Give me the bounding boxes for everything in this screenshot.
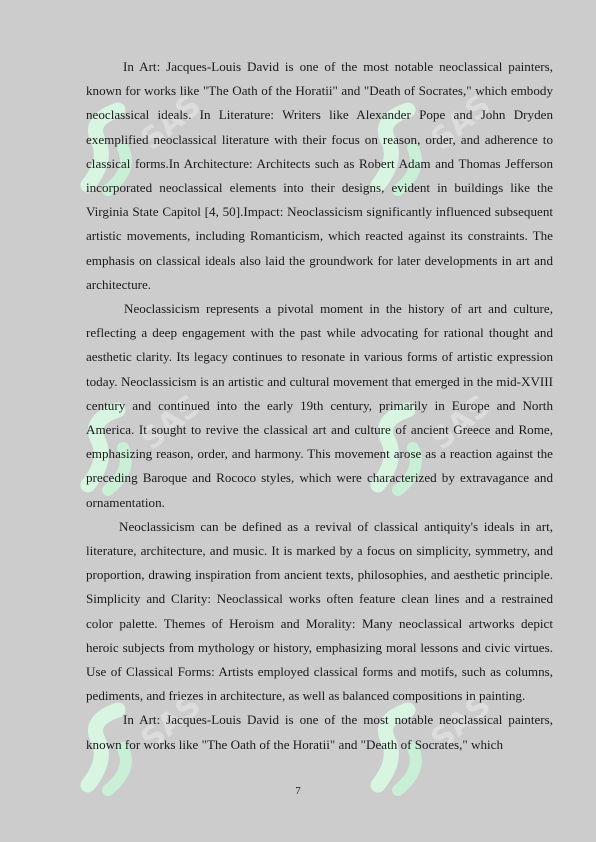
svg-text:SAS: SAS [424,688,498,758]
svg-text:SAS: SAS [424,88,498,158]
paragraph: In Art: Jacques-Louis David is one of the most notable neoclassical painters, known for works like "The Oath of the Horatii" and "Death of Socrates," which embody neoclassical ideals. In Literature: Writers like Alexander Pope and John Dryden exemplified neoclassical literature with their focus on reason, order, and adherence to classical forms.In Architecture: Architects such as Robert Adam and Thomas Jefferson incorporated neoclassical elements into their designs, evident in buildings like the Virginia State Capitol [4, 50].Impact: Neoclassicism significantly influenced subsequent artistic movements, including Romanticism, which reacted against its constraints. The emphasis on classical ideals also laid the groundwork for later developments in art and architecture. [86,59,553,292]
paragraph: Neoclassicism can be defined as a revival of classical antiquity's ideals in art, literature, architecture, and music. It is marked by a focus on simplicity, symmetry, and proportion, drawing inspiration from ancient texts, philosophies, and aesthetic principle. Simplicity and Clarity: Neoclassical works often feature clean lines and a restrained color palette. Themes of Heroism and Morality: Many neoclassical artworks depict heroic subjects from mythology or history, emphasizing moral lessons and civic virtues. Use of Classical Forms: Artists employed classical forms and motifs, such as columns, pediments, and friezes in architecture, as well as balanced compositions in painting. [86,518,553,704]
paragraph: Neoclassicism represents a pivotal moment in the history of art and culture, reflecting a deep engagement with the past while advocating for rational thought and aesthetic clarity. Its legacy continues to resonate in various forms of artistic expression today. Neoclassicism is an artistic and cultural movement that emerged in the mid-XVIII century and continued into the early 19th century, primarily in Europe and North America. It sought to revive the classical art and culture of ancient Greece and Rome, emphasizing reason, order, and harmony. This movement arose as a reaction against the preceding Baroque and Rococo styles, which were characterized by extravagance and ornamentation. [86,301,553,510]
svg-text:SAS: SAS [134,88,208,158]
body-text [86,55,553,757]
svg-text:SAS: SAS [424,388,498,458]
svg-text:SAS: SAS [134,388,208,458]
page-number: 7 [295,785,301,797]
paragraph: In Art: Jacques-Louis David is one of the most notable neoclassical painters, known for works like "The Oath of the Horatii" and "Death of Socrates," which [86,712,553,752]
svg-text:SAS: SAS [134,688,208,758]
